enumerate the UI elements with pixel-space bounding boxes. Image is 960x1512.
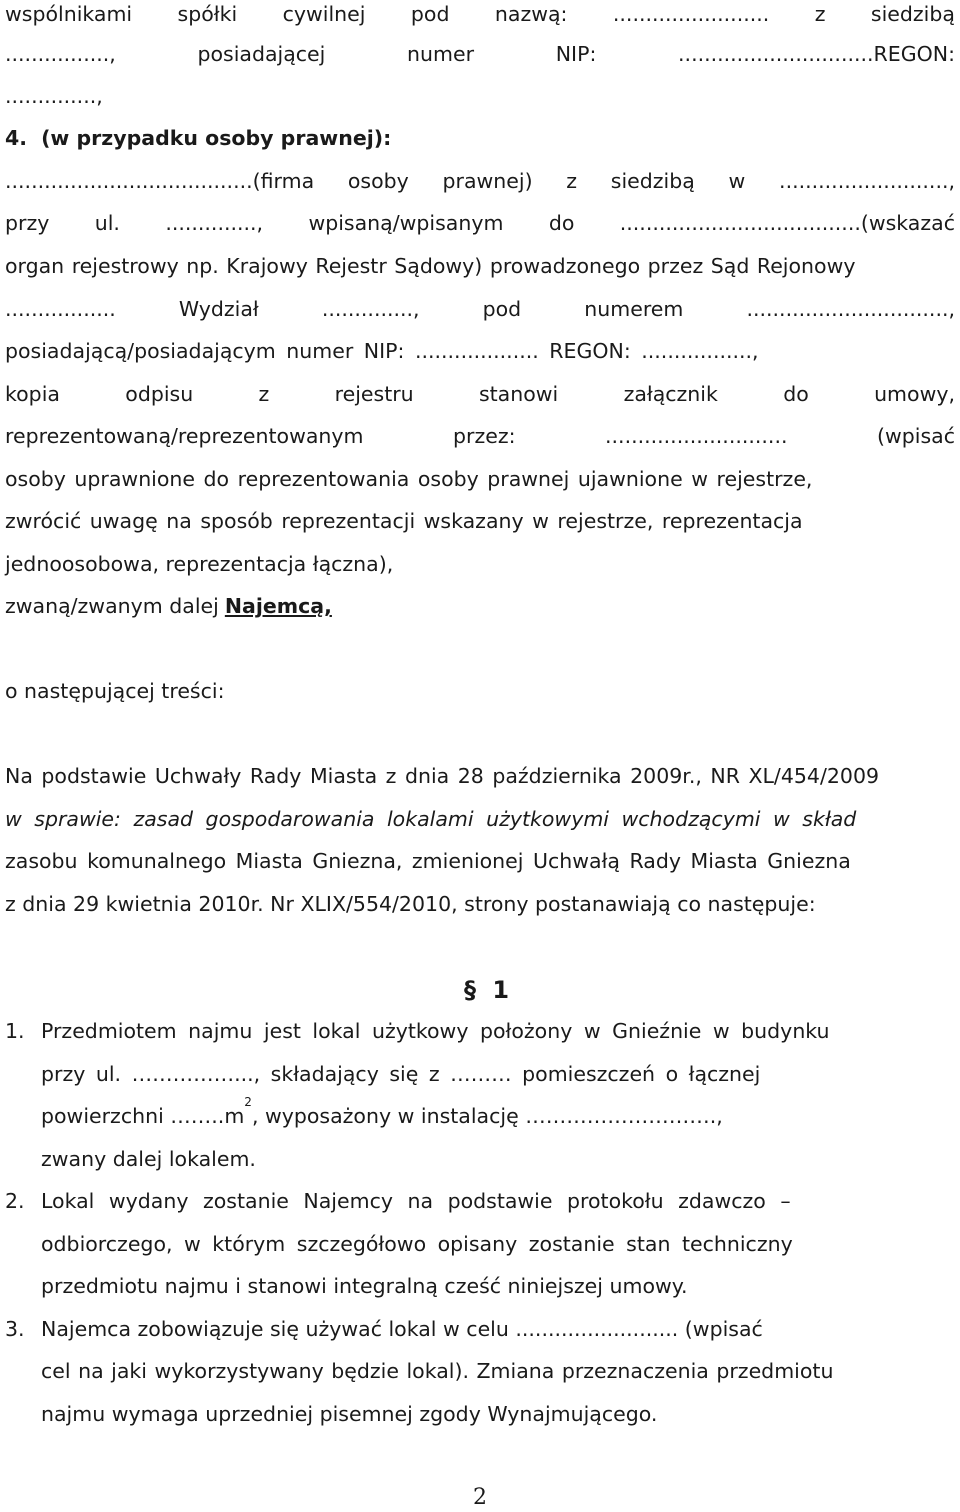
item-number: 2.: [5, 1189, 25, 1213]
item-number: 1.: [5, 1019, 25, 1043]
text-line: z dnia 29 kwietnia 2010r. Nr XLIX/554/2010, strony postanawiają co następuje:: [5, 892, 816, 916]
text-line: wspólnikami spółki cywilnej pod nazwą: ........................ z siedzibą: [5, 2, 955, 26]
text-line: organ rejestrowy np. Krajowy Rejestr Sądowy) prowadzonego przez Sąd Rejonowy: [5, 254, 856, 278]
intro-line: o następującej treści:: [5, 679, 225, 703]
text-line: kopia odpisu z rejestru stanowi załącznik do umowy,: [5, 382, 955, 406]
text-line: ................. Wydział .............., pod numerem ...............................,: [5, 297, 955, 321]
text-line: ..............,: [5, 84, 103, 108]
list-item-line: przy ul. ……………..., składający się z ……… pomieszczeń o łącznej: [41, 1062, 761, 1086]
item-number: 3.: [5, 1317, 25, 1341]
list-item-line: cel na jaki wykorzystywany będzie lokal). Zmiana przeznaczenia przedmiotu: [41, 1359, 834, 1383]
text-line: Na podstawie Uchwały Rady Miasta z dnia 28 października 2009r., NR XL/454/2009: [5, 764, 880, 788]
list-item-line: odbiorczego, w którym szczegółowo opisany zostanie stan techniczny: [41, 1232, 793, 1256]
text-line: zwrócić uwagę na sposób reprezentacji wskazany w rejestrze, reprezentacja: [5, 509, 803, 533]
list-item-line: Lokal wydany zostanie Najemcy na podstawie protokołu zdawczo –: [41, 1189, 791, 1213]
page-number: 2: [473, 1485, 487, 1510]
section-number: 1: [492, 976, 510, 1004]
list-item-line: zwany dalej lokalem.: [41, 1147, 256, 1171]
text-line: reprezentowaną/reprezentowanym przez: ............................ (wpisać: [5, 424, 955, 448]
text-line: w sprawie: zasad gospodarowania lokalami użytkowymi wchodzącymi w skład: [5, 807, 857, 831]
list-item-line: Najemca zobowiązuje się używać lokal w celu ......................... (wpisać: [41, 1317, 763, 1341]
list-item-line: przedmiotu najmu i stanowi integralną cześć niniejszej umowy.: [41, 1274, 688, 1298]
text-line: jednoosobowa, reprezentacja łączna),: [5, 552, 394, 576]
list-item-line: powierzchni ……..m 2 , wyposażony w instalację ……………………….,: [41, 1095, 723, 1128]
najemca-term: Najemcą,: [224, 594, 332, 618]
text-line: ................, posiadającej numer NIP: ..............................REGON:: [5, 42, 955, 66]
text-line: zwaną/zwanym dalej Najemcą,: [5, 594, 332, 618]
section-heading: [464, 975, 509, 1005]
text-line: zasobu komunalnego Miasta Gniezna, zmienionej Uchwałą Rady Miasta Gniezna: [5, 849, 851, 873]
text-line: osoby uprawnione do reprezentowania osoby prawnej ujawnione w rejestrze,: [5, 467, 813, 491]
list-item-line: Przedmiotem najmu jest lokal użytkowy położony w Gnieźnie w budynku: [41, 1019, 830, 1043]
text-line: przy ul. .............., wpisaną/wpisanym do .....................................(wskazać: [5, 211, 955, 235]
list-item-line: najmu wymaga uprzedniej pisemnej zgody Wynajmującego.: [41, 1402, 658, 1426]
section-mark: §: [464, 976, 476, 1004]
text-line: posiadającą/posiadającym numer NIP: ................... REGON: .................,: [5, 339, 759, 363]
text-line: ......................................(firma osoby prawnej) z siedzibą w ..........................,: [5, 169, 955, 193]
section-4-heading: 4. (w przypadku osoby prawnej):: [5, 126, 392, 150]
